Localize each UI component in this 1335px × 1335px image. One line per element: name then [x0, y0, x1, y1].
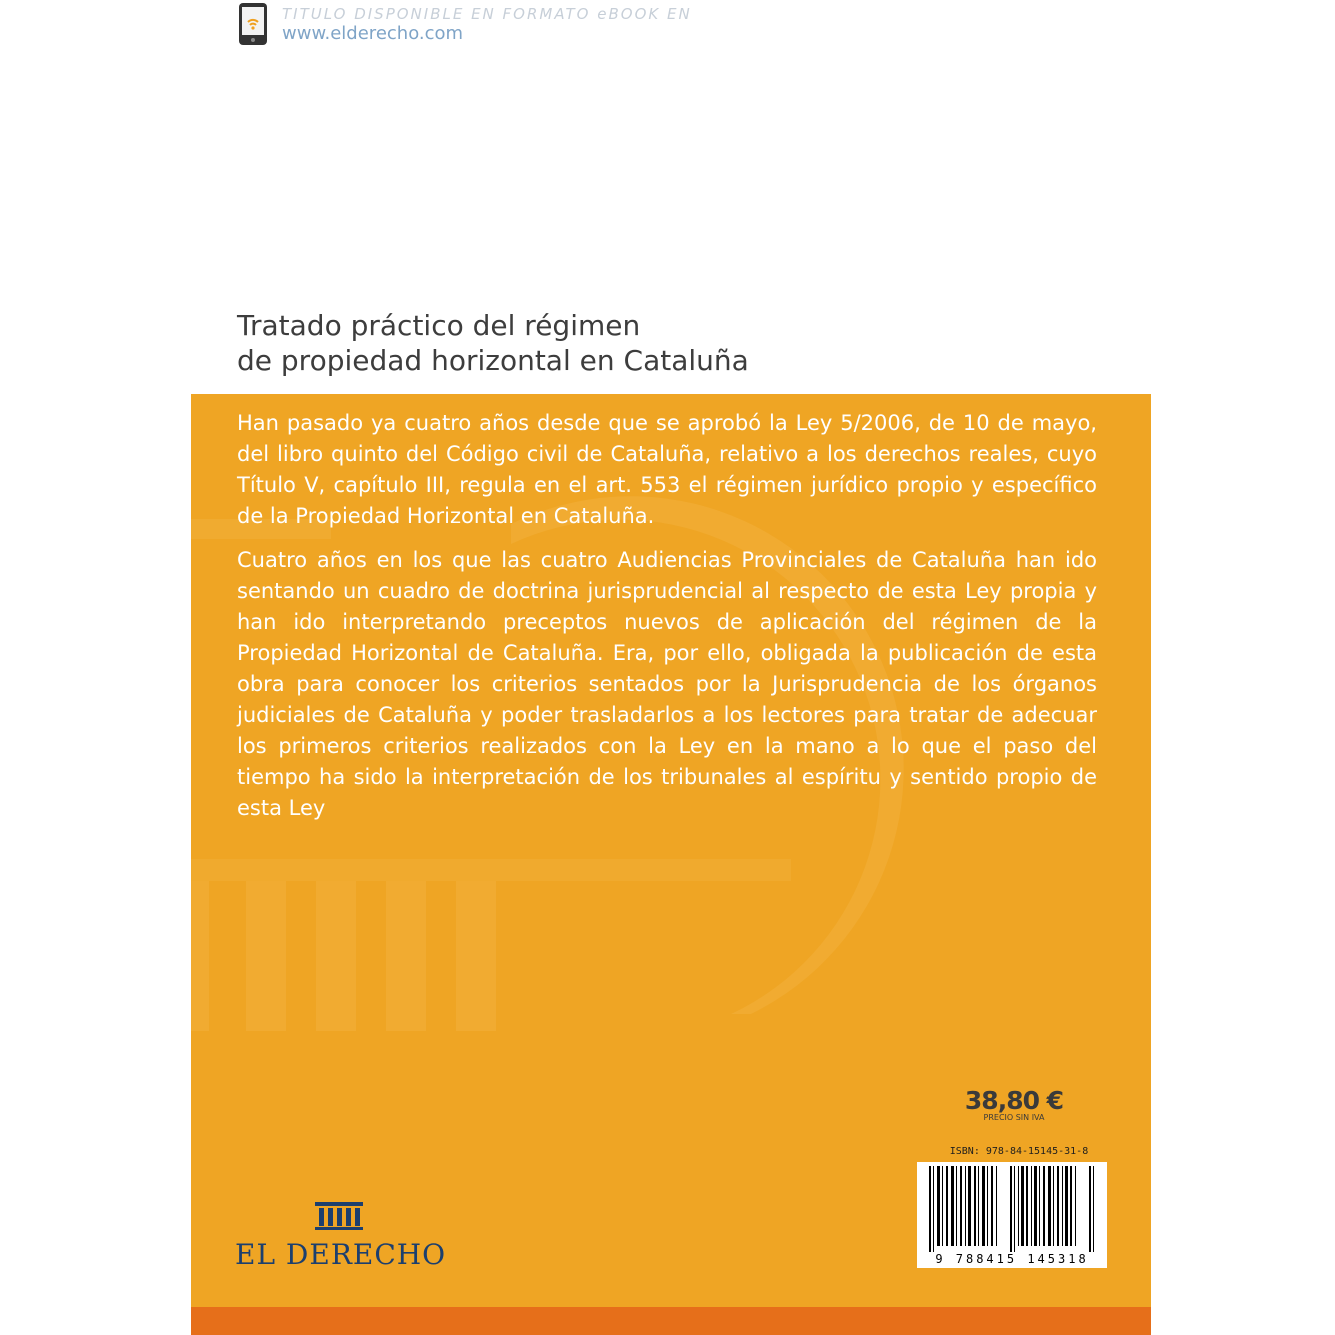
book-title-line-2: de propiedad horizontal en Cataluña: [237, 344, 749, 377]
book-description: [237, 408, 1097, 837]
publisher-name: EL DERECHO: [235, 1238, 447, 1271]
book-title-line-1: Tratado práctico del régimen: [237, 309, 641, 342]
isbn-label: ISBN: 978-84-15145-31-8: [949, 1146, 1089, 1157]
columns-icon: [313, 1202, 365, 1230]
description-paragraph-1: Han pasado ya cuatro años desde que se aprobó la Ley 5/2006, de 10 de mayo, del libro quinto del Código civil de Cataluña, relativo a los derechos reales, cuyo Título V, capítulo III, regula en el art. 553 el régimen jurídico propio y específico de la Propiedad Horizontal en Cataluña.: [237, 411, 1097, 528]
ebook-website-link[interactable]: www.elderecho.com: [282, 23, 464, 44]
price-note: PRECIO SIN IVA: [983, 1113, 1045, 1122]
isbn-barcode: [917, 1162, 1107, 1268]
description-paragraph-2: Cuatro años en los que las cuatro Audiencias Provinciales de Cataluña han ido sentando un cuadro de doctrina jurisprudencial al respecto de esta Ley propia y han ido interpretando preceptos nuevos de aplicación del régimen de la Propiedad Horizontal de Cataluña. Era, por ello, obligada la publicación de esta obra para conocer los criterios sentados por la Jurisprudencia de los órganos judiciales de Cataluña y poder trasladarlos a los lectores para tratar de adecuar los primeros criterios realizados con la Ley en la mano a lo que el paso del tiempo ha sido la interpretación de los tribunales al espíritu y sentido propio de esta Ley: [237, 548, 1097, 820]
barcode-digits: 9 788415 145318: [935, 1252, 1089, 1266]
bottom-color-band: [191, 1307, 1151, 1335]
price-tag: [959, 1086, 1069, 1122]
publisher-brand: [235, 1202, 455, 1282]
ebook-availability-note: [238, 2, 758, 46]
price-value: 38,80 €: [964, 1086, 1064, 1115]
ebook-availability-text: TITULO DISPONIBLE EN FORMATO eBOOK EN: [282, 5, 692, 23]
book-title: [237, 308, 749, 378]
barcode-bars: [917, 1164, 1107, 1254]
tablet-icon: [238, 2, 268, 46]
back-cover-panel: [191, 394, 1151, 1335]
